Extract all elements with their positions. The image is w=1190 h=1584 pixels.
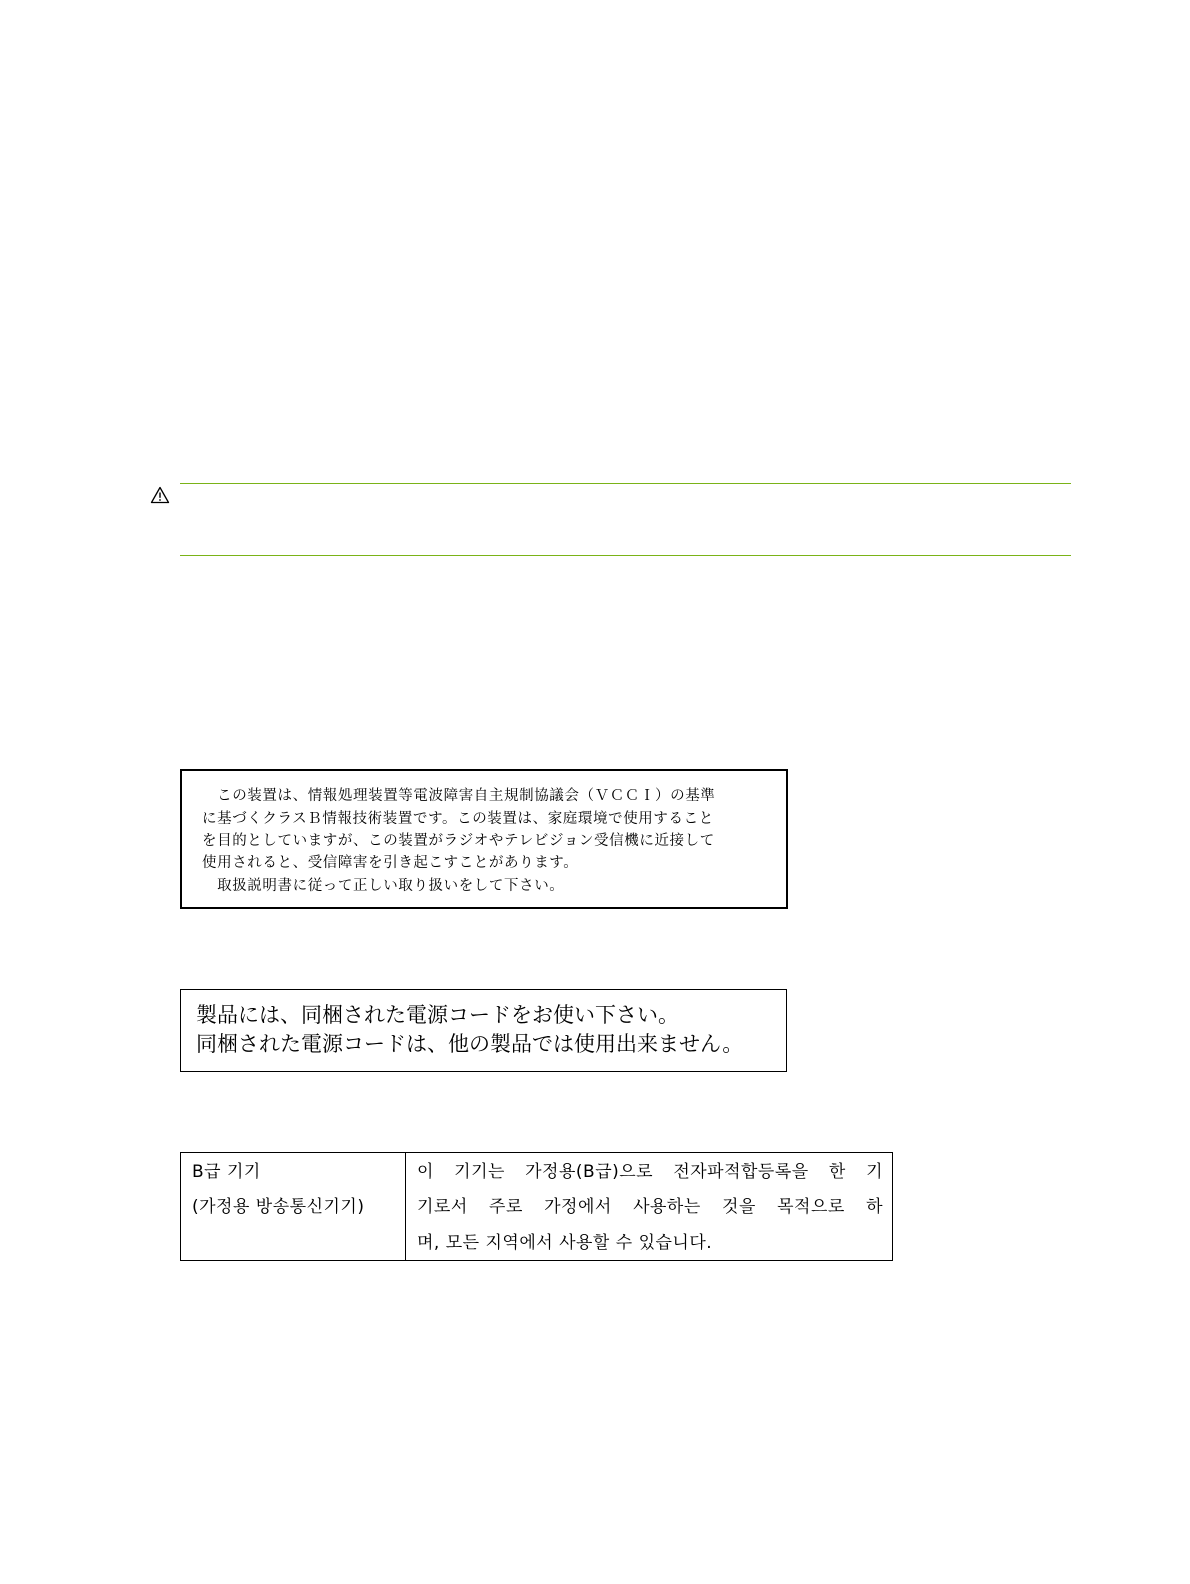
class-label-cell — [181, 1153, 406, 1261]
statement-line: 기로서 주로 가정에서 사용하는 것을 목적으로 하 — [417, 1197, 883, 1217]
power-cord-line: 同梱された電源コードは、他の製品では使用出来ません。 — [196, 1032, 744, 1056]
vcci-line: 取扱説明書に従って正しい取り扱いをして下さい。 — [202, 878, 565, 894]
vcci-line: この装置は、情報処理装置等電波障害自主規制協議会（ＶＣＣＩ）の基準 — [202, 788, 716, 804]
statement-line: 이 기기는 가정용(B급)으로 전자파적합등록을 한 기 — [417, 1162, 883, 1182]
caution-bottom-rule — [180, 555, 1071, 556]
warning-triangle-icon — [150, 486, 170, 504]
korea-class-b-table — [180, 1152, 893, 1261]
class-label-line: B급 기기 — [192, 1162, 261, 1182]
vcci-line: に基づくクラスＢ情報技術装置です。この装置は、家庭環境で使用すること — [202, 811, 714, 827]
power-cord-notice-box — [180, 989, 787, 1072]
power-cord-line: 製品には、同梱された電源コードをお使い下さい。 — [196, 1003, 679, 1027]
class-statement-cell — [406, 1153, 893, 1261]
statement-line: 며, 모든 지역에서 사용할 수 있습니다. — [417, 1233, 713, 1253]
caution-top-rule — [180, 483, 1071, 484]
vcci-line: 使用されると、受信障害を引き起こすことがあります。 — [202, 855, 579, 871]
vcci-notice-box — [180, 769, 788, 909]
vcci-line: を目的としていますが、この装置がラジオやテレビジョン受信機に近接して — [202, 833, 715, 849]
class-label-line: (가정용 방송통신기기) — [192, 1197, 365, 1217]
